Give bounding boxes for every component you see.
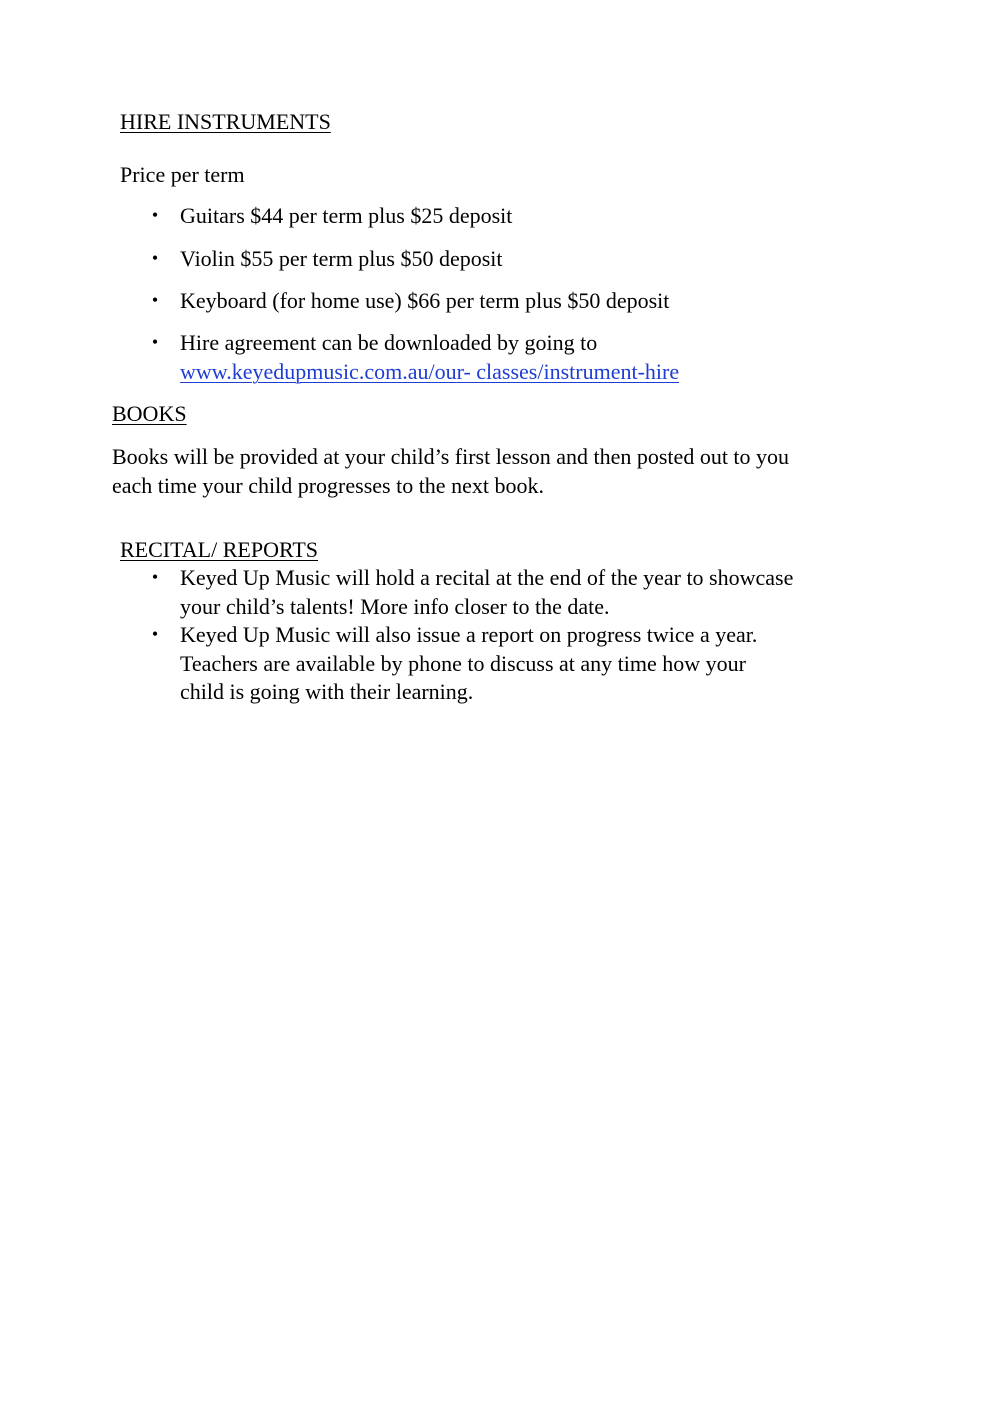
bullet-icon: • [151, 205, 159, 225]
books-text-line: Books will be provided at your child’s first lesson and then posted out to you [112, 444, 790, 469]
bullet-icon: • [151, 567, 159, 587]
list-item-line: your child’s talents! More info closer to the date. [180, 594, 610, 619]
books-text-line: each time your child progresses to the next book. [112, 473, 544, 498]
recital-reports-heading: RECITAL/ REPORTS [120, 537, 318, 562]
list-item-line: Teachers are available by phone to discuss at any time how your [180, 651, 746, 676]
bullet-icon: • [151, 332, 159, 352]
list-item-line: Keyed Up Music will hold a recital at the end of the year to showcase [180, 565, 794, 590]
list-item: Hire agreement can be downloaded by going to [180, 330, 598, 355]
list-item-line: Keyed Up Music will also issue a report on progress twice a year. [180, 622, 758, 647]
list-item: Guitars $44 per term plus $25 deposit [180, 203, 513, 228]
bullet-icon: • [151, 624, 159, 644]
list-item: Violin $55 per term plus $50 deposit [180, 246, 503, 271]
books-heading: BOOKS [112, 401, 187, 426]
bullet-icon: • [151, 290, 159, 310]
price-per-term-label: Price per term [120, 162, 245, 187]
list-item: Keyboard (for home use) $66 per term plus $50 deposit [180, 288, 670, 313]
instrument-hire-link[interactable]: www.keyedupmusic.com.au/our- classes/instrument-hire [180, 359, 680, 384]
list-item-line: child is going with their learning. [180, 679, 474, 704]
bullet-icon: • [151, 248, 159, 268]
hire-instruments-heading: HIRE INSTRUMENTS [120, 109, 331, 134]
